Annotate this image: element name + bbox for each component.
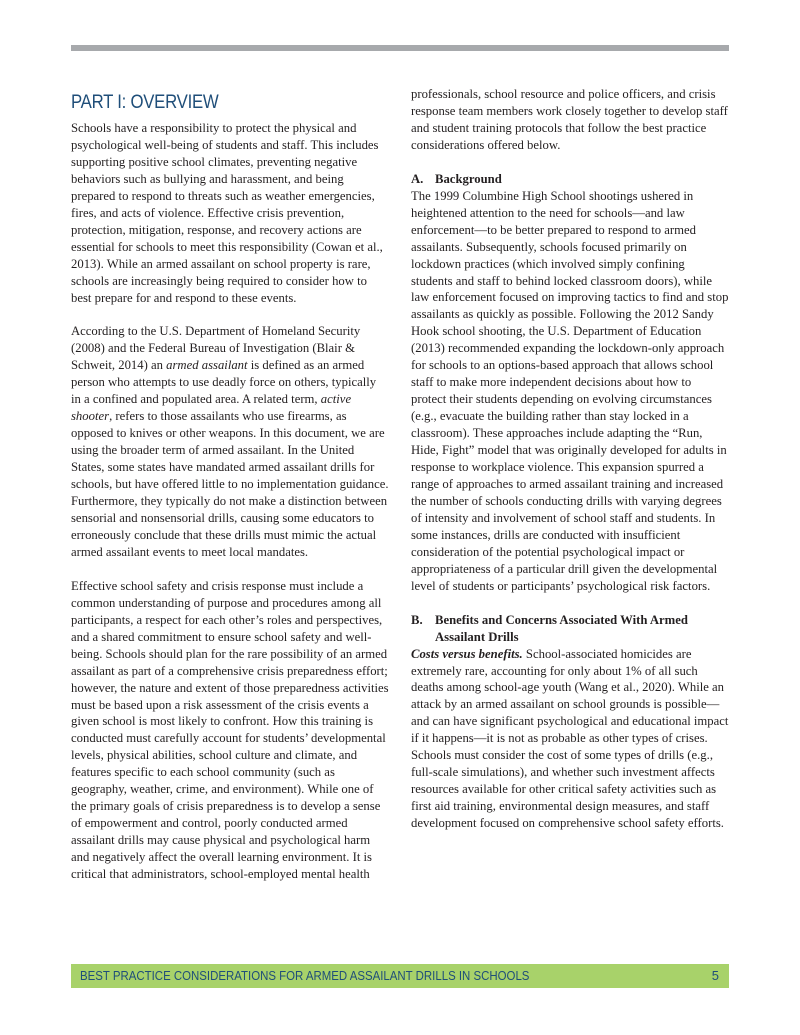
section-b-text: School-associated homicides are extremely rare, accounting for only about 1% of all such deaths among school-age youth (Wang et al., 2020). While an attack by an armed assailant on school grounds is possible—and can have significant psychological and educational impact if it happens—it is not as probable as other types of crises. Schools must consider the cost of some types of drills (e.g., full-scale simulations), and whether such investment affects resources available for other critical safety activities such as first aid training, environmental design measures, and staff development focused on comprehensive school safety efforts. [411, 646, 729, 831]
section-b-body [411, 646, 729, 832]
section-b-heading [411, 612, 729, 646]
top-rule [71, 45, 729, 51]
costs-benefits-lead: Costs versus benefits. [411, 646, 523, 661]
footer-title: BEST PRACTICE CONSIDERATIONS FOR ARMED ASSAILANT DRILLS IN SCHOOLS [80, 968, 530, 983]
p2-text-b: is defined as an armed person who attempts to use deadly force on others, typically in a confined and populated area. A related term, [71, 358, 377, 407]
section-b-letter: B. [411, 612, 423, 627]
section-a-body: The 1999 Columbine High School shootings ushered in heightened attention to the need for schools—and law enforcement—to be better prepared to respond to armed assailants. Subsequently, schools focused primarily on lockdown practices (which involved simply confining students and staff to behind locked classroom doors), while law enforcement focused on improving tactics to find and stop assailants as quickly as possible. Following the 2012 Sandy Hook school shooting, the U.S. Department of Education (2013) recommended expanding the lockdown-only approach for schools to an options-based approach that allows school staff to make more independent decisions about how to protect their students depending on evolving circumstances (e.g., evacuate the building rather than stay locked in a classroom). These approaches include adapting the “Run, Hide, Fight” model that was originally developed for adults in response to workplace violence. This expansion spurred a range of approaches to armed assailant training and increased the number of schools conducting drills with varying degrees of intensity and involvement of school staff and students. In some instances, drills are conducted with insufficient consideration of the potential psychological impact or appropriateness of a particular drill given the developmental level of students or participants’ psychological risk factors. [411, 188, 729, 593]
paragraph-effective-safety: Effective school safety and crisis response must include a common understanding of purpose and procedures among all participants, a respect for each other’s roles and perspectives, and a shared commitment to ensure school safety and well-being. Schools should plan for the rare possibility of an armed assailant as part of a comprehensive crisis preparedness effort; however, the nature and extent of those preparedness activities must be based upon a risk assessment of the crisis events a given school is most likely to confront. How this training is conducted must carefully account for students’ developmental levels, physical abilities, school culture and climate, and features specific to each school community (such as geography, weather, crime, and environment). While one of the primary goals of crisis preparedness is to develop a sense of empowerment and control, poorly conducted armed assailant drills may cause physical and psychological harm and negatively affect the overall learning environment. It is critical that administrators, school-employed mental health [71, 578, 389, 882]
right-column [411, 86, 729, 849]
section-a-title: Background [435, 171, 502, 186]
section-heading: PART I: OVERVIEW [71, 91, 219, 113]
left-column [71, 90, 389, 900]
section-a-letter: A. [411, 171, 424, 186]
paragraph-intro: Schools have a responsibility to protect the physical and psychological well-being of students and staff. This includes supporting positive school climates, preventing negative behaviors such as bullying and harassment, and being prepared to respond to threats such as weather emergencies, fires, and acts of violence. Effective crisis prevention, protection, mitigation, response, and recovery actions are essential for schools to meet this responsibility (Cowan et al., 2013). While an armed assailant on school property is rare, schools are increasingly being required to consider how to best prepare for and respond to these events. [71, 121, 383, 305]
paragraph-definitions [71, 323, 389, 560]
page-number: 5 [711, 968, 719, 983]
p2-text-a: According to the U.S. Department of Homeland Security (2008) and the Federal Bureau of Investigation (Blair & Schweit, 2014) an [71, 324, 361, 373]
section-b-title: Benefits and Concerns Associated With Armed Assailant Drills [435, 612, 688, 644]
paragraph-continued: professionals, school resource and police officers, and crisis response team members work closely together to develop staff and student training protocols that follow the best practice considerations offered below. [411, 87, 728, 152]
section-a-heading [411, 171, 729, 188]
term-armed-assailant: armed assailant [166, 358, 248, 373]
term-active-shooter: active shooter [71, 392, 352, 424]
p2-text-c: , refers to those assailants who use firearms, as opposed to knives or other weapons. In this document, we are using the broader term of armed assailant. In the United States, some states have mandated armed assailant drills for schools, but have offered little to no implementation guidance. Furthermore, they typically do not make a distinction between sensorial and nonsensorial drills, causing some educators to erroneously conclude that these drills must mimic the actual armed assailant events to meet local mandates. [71, 409, 389, 559]
footer-bar [71, 964, 729, 988]
